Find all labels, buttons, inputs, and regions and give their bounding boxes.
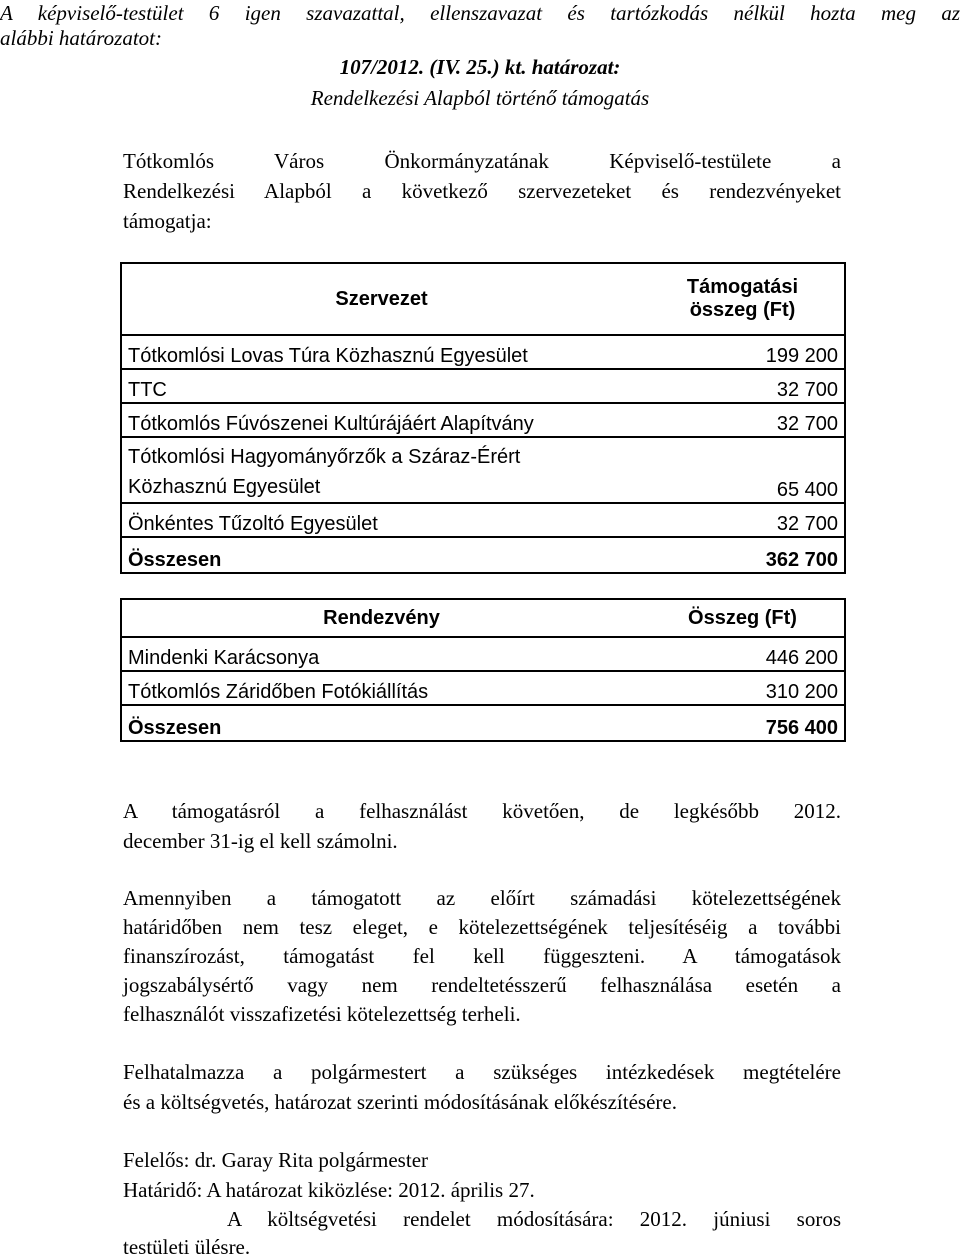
events-header-row — [121, 599, 845, 637]
organizations-total-row — [121, 537, 845, 573]
org-name: TTC — [121, 369, 641, 403]
table-row — [121, 403, 845, 437]
accounting-line-1: A támogatásról a felhasználást követően, de legkésőbb 2012. — [123, 799, 841, 823]
org-amount: 199 200 — [641, 335, 845, 369]
sanction-line-3: finanszírozást, támogatást fel kell függeszteni. A támogatások — [123, 944, 841, 968]
total-label: Összesen — [121, 705, 641, 741]
header-amount: Összeg (Ft) — [641, 599, 845, 637]
org-name: Tótkomlósi Lovas Túra Közhasznú Egyesület — [121, 335, 641, 369]
header-support-amount — [641, 263, 845, 335]
intro-line-2: alábbi határozatot: — [0, 26, 162, 50]
deadline-line-2: A költségvetési rendelet módosítására: 2012. júniusi soros — [227, 1207, 841, 1231]
table-row — [121, 503, 845, 537]
org-name-line-2: Közhasznú Egyesület — [128, 476, 321, 498]
resolution-subject: Rendelkezési Alapból történő támogatás — [310, 86, 650, 110]
deadline-line-3: testületi ülésre. — [123, 1235, 251, 1259]
event-name: Mindenki Karácsonya — [121, 637, 641, 671]
deadline-line-1: Határidő: A határozat kiközlése: 2012. április 27. — [123, 1178, 535, 1202]
org-amount: 32 700 — [641, 369, 845, 403]
preamble-line-1: Tótkomlós Város Önkormányzatának Képviselő-testülete a — [123, 149, 841, 173]
total-amount: 756 400 — [641, 705, 845, 741]
table-row — [121, 369, 845, 403]
header-event: Rendezvény — [121, 599, 641, 637]
authorize-line-1: Felhatalmazza a polgármestert a szükséges intézkedések megtételére — [123, 1060, 841, 1084]
total-label: Összesen — [121, 537, 641, 573]
total-amount: 362 700 — [641, 537, 845, 573]
preamble-line-2: Rendelkezési Alapból a következő szervezeteket és rendezvényeket — [123, 179, 841, 203]
responsible: Felelős: dr. Garay Rita polgármester — [123, 1148, 429, 1172]
sanction-line-4: jogszabálysértő vagy nem rendeltetésszerű felhasználása esetén a — [123, 973, 841, 997]
accounting-line-2: december 31-ig el kell számolni. — [123, 829, 398, 853]
event-name: Tótkomlós Záridőben Fotókiállítás — [121, 671, 641, 705]
resolution-number: 107/2012. (IV. 25.) kt. határozat: — [339, 55, 621, 79]
events-total-row — [121, 705, 845, 741]
organizations-header-row — [121, 263, 845, 335]
sanction-line-2: határidőben nem tesz eleget, e kötelezettségének teljesítéséig a további — [123, 915, 841, 939]
authorize-line-2: és a költségvetés, határozat szerinti módosításának előkészítésére. — [123, 1090, 677, 1114]
org-name: Önkéntes Tűzoltó Egyesület — [121, 503, 641, 537]
table-row — [121, 335, 845, 369]
sanction-line-5: felhasználót visszafizetési kötelezettség terheli. — [123, 1002, 521, 1026]
org-name-line-1: Tótkomlósi Hagyományőrzők a Száraz-Érért — [128, 446, 521, 468]
table-row — [121, 671, 845, 705]
org-name — [121, 437, 641, 503]
event-amount: 446 200 — [641, 637, 845, 671]
org-amount: 65 400 — [641, 437, 845, 503]
organizations-table — [120, 262, 846, 574]
sanction-line-1: Amennyiben a támogatott az előírt számadási kötelezettségének — [123, 886, 841, 910]
intro-line-1: A képviselő-testület 6 igen szavazattal, ellenszavazat és tartózkodás nélkül hozta meg az — [0, 1, 960, 25]
org-amount: 32 700 — [641, 403, 845, 437]
org-amount: 32 700 — [641, 503, 845, 537]
events-table — [120, 598, 846, 742]
header-organization: Szervezet — [121, 263, 641, 335]
table-row — [121, 437, 845, 503]
preamble-line-3: támogatja: — [123, 209, 212, 233]
header-support-amount-1: Támogatási — [686, 276, 799, 298]
header-support-amount-2: összeg (Ft) — [689, 299, 796, 321]
event-amount: 310 200 — [641, 671, 845, 705]
org-name: Tótkomlós Fúvószenei Kultúrájáért Alapítvány — [121, 403, 641, 437]
table-row — [121, 637, 845, 671]
